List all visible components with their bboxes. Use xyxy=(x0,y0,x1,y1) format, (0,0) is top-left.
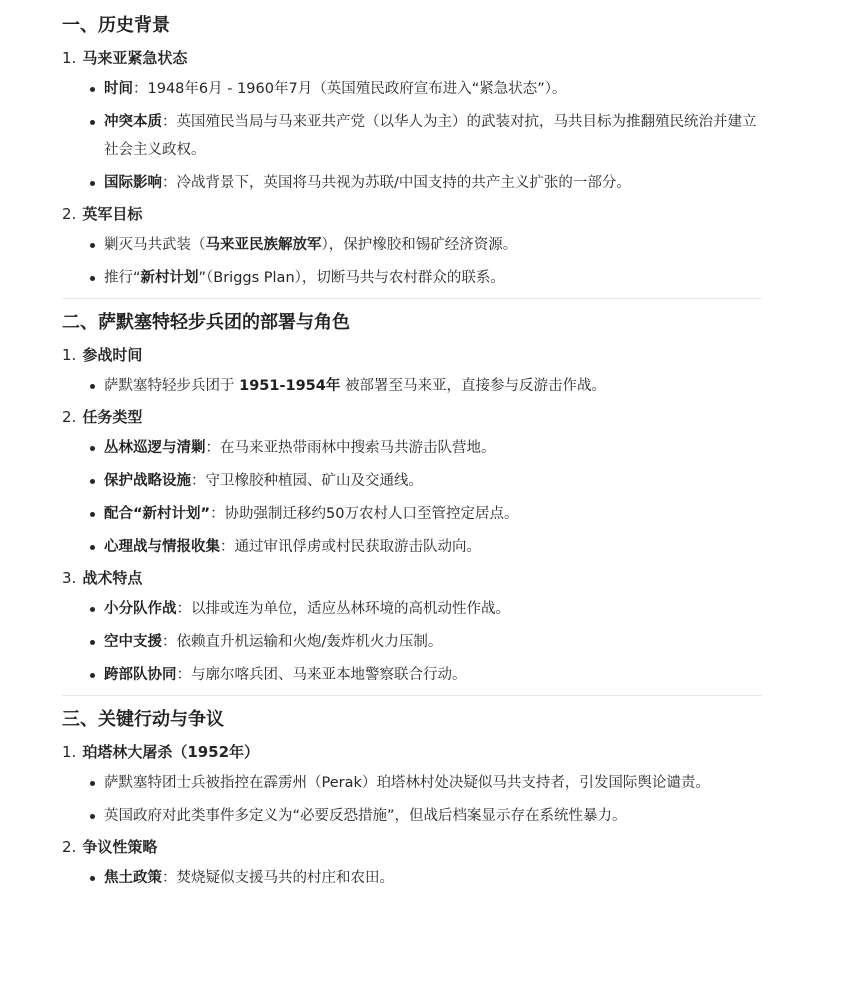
section-history xyxy=(62,12,762,292)
item-pre: 推行“ xyxy=(104,270,141,286)
item-text: ：1948年6月 - 1960年7月（英国殖民政府宣布进入“紧急状态”）。 xyxy=(133,81,567,97)
section-divider xyxy=(62,695,762,696)
item-pre: 萨默塞特轻步兵团于 xyxy=(104,378,240,394)
subsection-number: 1. xyxy=(62,49,77,67)
item-text: 英国政府对此类事件多定义为“必要反恐措施”，但战后档案显示存在系统性暴力。 xyxy=(104,808,627,824)
subsection xyxy=(62,406,762,561)
section-divider xyxy=(62,298,762,299)
item-text: ：守卫橡胶种植园、矿山及交通线。 xyxy=(191,473,423,489)
subsection-title-text: 参战时间 xyxy=(82,346,143,364)
item-bold: 保护战略设施 xyxy=(104,473,191,489)
subsection-number: 2. xyxy=(62,838,77,856)
bullet-list xyxy=(62,231,762,292)
subsection-number: 1. xyxy=(62,346,77,364)
item-bold: 冲突本质 xyxy=(104,114,162,130)
subsection-title-text: 英军目标 xyxy=(82,205,143,223)
item-bold: 新村计划 xyxy=(140,270,199,286)
bullet-list xyxy=(62,769,762,830)
list-item xyxy=(62,661,762,689)
item-bold: 焦土政策 xyxy=(104,870,162,886)
bullet-list xyxy=(62,75,762,197)
list-item xyxy=(62,169,762,197)
item-text: ：冷战背景下，英国将马共视为苏联/中国支持的共产主义扩张的一部分。 xyxy=(162,175,631,191)
list-item xyxy=(62,500,762,528)
list-item xyxy=(62,864,762,892)
item-text: ：依赖直升机运输和火炮/轰炸机火力压制。 xyxy=(162,634,443,650)
subsection-title xyxy=(62,47,762,69)
list-item xyxy=(62,802,762,830)
item-text: ：英国殖民当局与马来亚共产党（以华人为主）的武装对抗，马共目标为推翻殖民统治并建立社会主义政权。 xyxy=(104,114,757,158)
subsection-title-text: 珀塔林大屠杀（1952年） xyxy=(82,743,260,761)
bullet-list xyxy=(62,595,762,689)
item-text: ：通过审讯俘虏或村民获取游击队动向。 xyxy=(220,539,481,555)
subsection-title-text: 马来亚紧急状态 xyxy=(82,49,188,67)
subsection xyxy=(62,203,762,292)
list-item xyxy=(62,467,762,495)
item-text: ），保护橡胶和锡矿经济资源。 xyxy=(321,237,518,253)
item-text: 被部署至马来亚，直接参与反游击作战。 xyxy=(340,378,606,394)
subsection-title xyxy=(62,406,762,428)
list-item xyxy=(62,628,762,656)
subsection-title xyxy=(62,836,762,858)
section-title: 二、萨默塞特轻步兵团的部署与角色 xyxy=(62,312,350,333)
subsection-number: 2. xyxy=(62,205,77,223)
list-item xyxy=(62,533,762,561)
list-item xyxy=(62,264,762,292)
item-bold: 空中支援 xyxy=(104,634,162,650)
list-item xyxy=(62,595,762,623)
item-text: ：协助强制迁移约50万农村人口至管控定居点。 xyxy=(210,506,519,522)
bullet-list xyxy=(62,864,762,892)
subsection-title-text: 任务类型 xyxy=(82,408,143,426)
subsection xyxy=(62,836,762,892)
subsection-title xyxy=(62,344,762,366)
section-title: 一、历史背景 xyxy=(62,15,170,36)
item-bold: 小分队作战 xyxy=(104,601,177,617)
list-item xyxy=(62,231,762,259)
subsection-title xyxy=(62,567,762,589)
subsection xyxy=(62,344,762,400)
subsection-number: 2. xyxy=(62,408,77,426)
list-item xyxy=(62,108,762,164)
item-bold: 国际影响 xyxy=(104,175,162,191)
item-text: ：在马来亚热带雨林中搜索马共游击队营地。 xyxy=(205,440,496,456)
item-bold: 1951-1954年 xyxy=(239,378,341,394)
item-bold: 丛林巡逻与清剿 xyxy=(104,440,206,456)
item-text: ：以排或连为单位，适应丛林环境的高机动性作战。 xyxy=(176,601,510,617)
section-controversy xyxy=(62,706,762,892)
subsection-title-text: 争议性策略 xyxy=(82,838,158,856)
section-deployment xyxy=(62,309,762,689)
item-pre: 剿灭马共武装（ xyxy=(104,237,206,253)
section-title: 三、关键行动与争议 xyxy=(62,709,224,730)
item-bold: 跨部队协同 xyxy=(104,667,177,683)
item-text: ：与廓尔喀兵团、马来亚本地警察联合行动。 xyxy=(176,667,467,683)
list-item xyxy=(62,75,762,103)
subsection-title xyxy=(62,203,762,225)
bullet-list xyxy=(62,372,762,400)
subsection xyxy=(62,741,762,830)
item-bold: 配合“新村计划” xyxy=(104,506,211,522)
bullet-list xyxy=(62,434,762,561)
subsection xyxy=(62,47,762,197)
item-text: ”（Briggs Plan），切断马共与农村群众的联系。 xyxy=(198,270,505,286)
list-item xyxy=(62,372,762,400)
item-text: 萨默塞特团士兵被指控在霹雳州（Perak）珀塔林村处决疑似马共支持者，引发国际舆论谴责。 xyxy=(104,775,710,791)
item-bold: 心理战与情报收集 xyxy=(104,539,220,555)
subsection-number: 3. xyxy=(62,569,77,587)
list-item xyxy=(62,769,762,797)
item-text: ：焚烧疑似支援马共的村庄和农田。 xyxy=(162,870,394,886)
item-bold: 马来亚民族解放军 xyxy=(205,237,322,253)
item-bold: 时间 xyxy=(104,81,133,97)
list-item xyxy=(62,434,762,462)
subsection-title-text: 战术特点 xyxy=(82,569,143,587)
subsection-number: 1. xyxy=(62,743,77,761)
subsection xyxy=(62,567,762,689)
subsection-title xyxy=(62,741,762,763)
